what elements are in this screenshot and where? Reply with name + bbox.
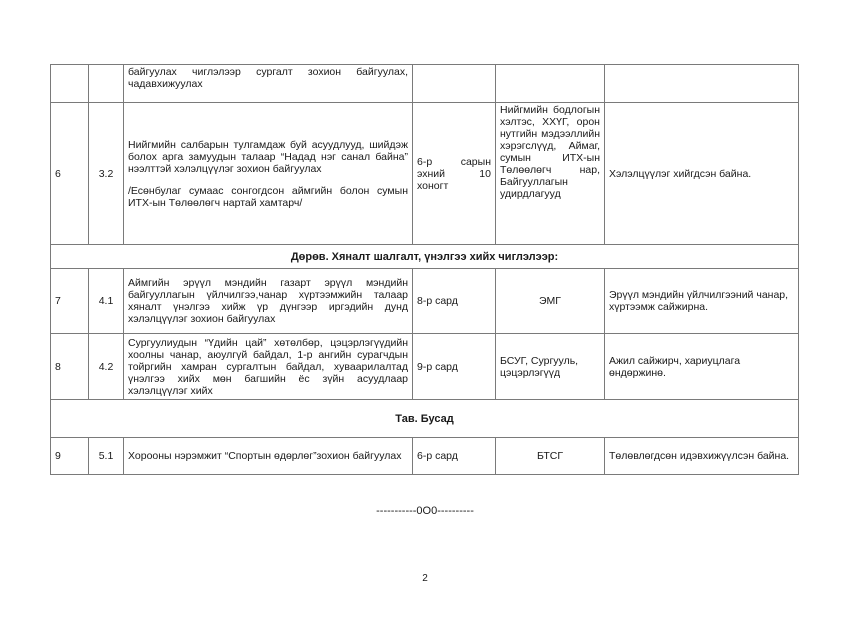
row-sub-number: 5.1: [89, 438, 124, 475]
time-cell: 8-р сард: [413, 269, 496, 334]
time-cell: [413, 65, 496, 103]
page-number: 2: [422, 573, 428, 584]
row-number: 6: [51, 103, 89, 245]
row-sub-number: 3.2: [89, 103, 124, 245]
responsible-cell: [496, 65, 605, 103]
row-number: [51, 65, 89, 103]
activity-text: Нийгмийн салбарын тулгамдаж буй асуудлууд, шийдэж болох арга замуудын талаар “Надад нэг санал байна” нээлттэй хэлэлцүүлэг зохион байгуулах: [128, 138, 408, 175]
time-cell: 9-р сард: [413, 334, 496, 400]
activity-cell: Аймгийн эрүүл мэндийн газарт эрүүл мэндийн байгууллагын үйлчилгээ,чанар хүртээмжийн талаар хяналт үнэлгээ хийж үр дүнгээр иргэдийн дунд хэлэлцүүлэг зохион байгуулах: [124, 269, 413, 334]
responsible-cell: БСУГ, Сургууль, цэцэрлэгүүд: [496, 334, 605, 400]
activity-cell: Хорооны нэрэмжит “Спортын өдөрлөг”зохион байгуулах: [124, 438, 413, 475]
row-sub-number: 4.2: [89, 334, 124, 400]
outcome-cell: [605, 65, 799, 103]
activity-cell: [124, 103, 413, 245]
activity-cell: Сургуулиудын “Үдийн цай” хөтөлбөр, цэцэрлэгүүдийн хоолны чанар, аюулгүй байдал, 1-р ангийн сурагчдын тойргийн хамран сургалтын байдал, хуваарилалтад үнэлгээ хийх мөн багшийн ёс зүйн асуудлаар хэлэлцүүлэг хийх: [124, 334, 413, 400]
outcome-cell: Төлөвлөгдсөн идэвхижүүлсэн байна.: [605, 438, 799, 475]
outcome-cell: Хэлэлцүүлэг хийгдсэн байна.: [605, 103, 799, 245]
activity-cell: байгуулах чиглэлээр сургалт зохион байгуулах, чадавхижуулах: [124, 65, 413, 103]
outcome-cell: Эрүүл мэндийн үйлчилгээний чанар, хүртээмж сайжирна.: [605, 269, 799, 334]
end-of-document-mark: -----------0О0----------: [376, 505, 474, 517]
table-row: [51, 269, 799, 334]
row-number: 8: [51, 334, 89, 400]
table-row: [51, 65, 799, 103]
outcome-cell: Ажил сайжирч, хариуцлага өндөржинө.: [605, 334, 799, 400]
responsible-cell: ЭМГ: [496, 269, 605, 334]
table-row: [51, 438, 799, 475]
responsible-cell: Нийгмийн бодлогын хэлтэс, ХХҮГ, орон нутгийн мэдээллийн хэрэгслүүд, Аймаг, сумын ИТХ-ын Төлөөлөгч нар, Байгууллагын удирдлагууд: [496, 103, 605, 245]
action-plan-table: [50, 64, 799, 475]
section-title: Тав. Бусад: [51, 400, 799, 438]
time-cell: 6-р сард: [413, 438, 496, 475]
section-heading-row: [51, 400, 799, 438]
row-number: 9: [51, 438, 89, 475]
time-cell: 6-р сарын эхний 10 хоногт: [413, 103, 496, 245]
row-sub-number: 4.1: [89, 269, 124, 334]
section-title: Дөрөв. Хяналт шалгалт, үнэлгээ хийх чиглэлээр:: [51, 245, 799, 269]
responsible-cell: БТСГ: [496, 438, 605, 475]
section-heading-row: [51, 245, 799, 269]
row-sub-number: [89, 65, 124, 103]
table-row: [51, 334, 799, 400]
activity-note: /Есөнбулаг сумаас сонгогдсон аймгийн болон сумын ИТХ-ын Төлөөлөгч нартай хамтарч/: [128, 184, 408, 209]
row-number: 7: [51, 269, 89, 334]
table-row: [51, 103, 799, 245]
